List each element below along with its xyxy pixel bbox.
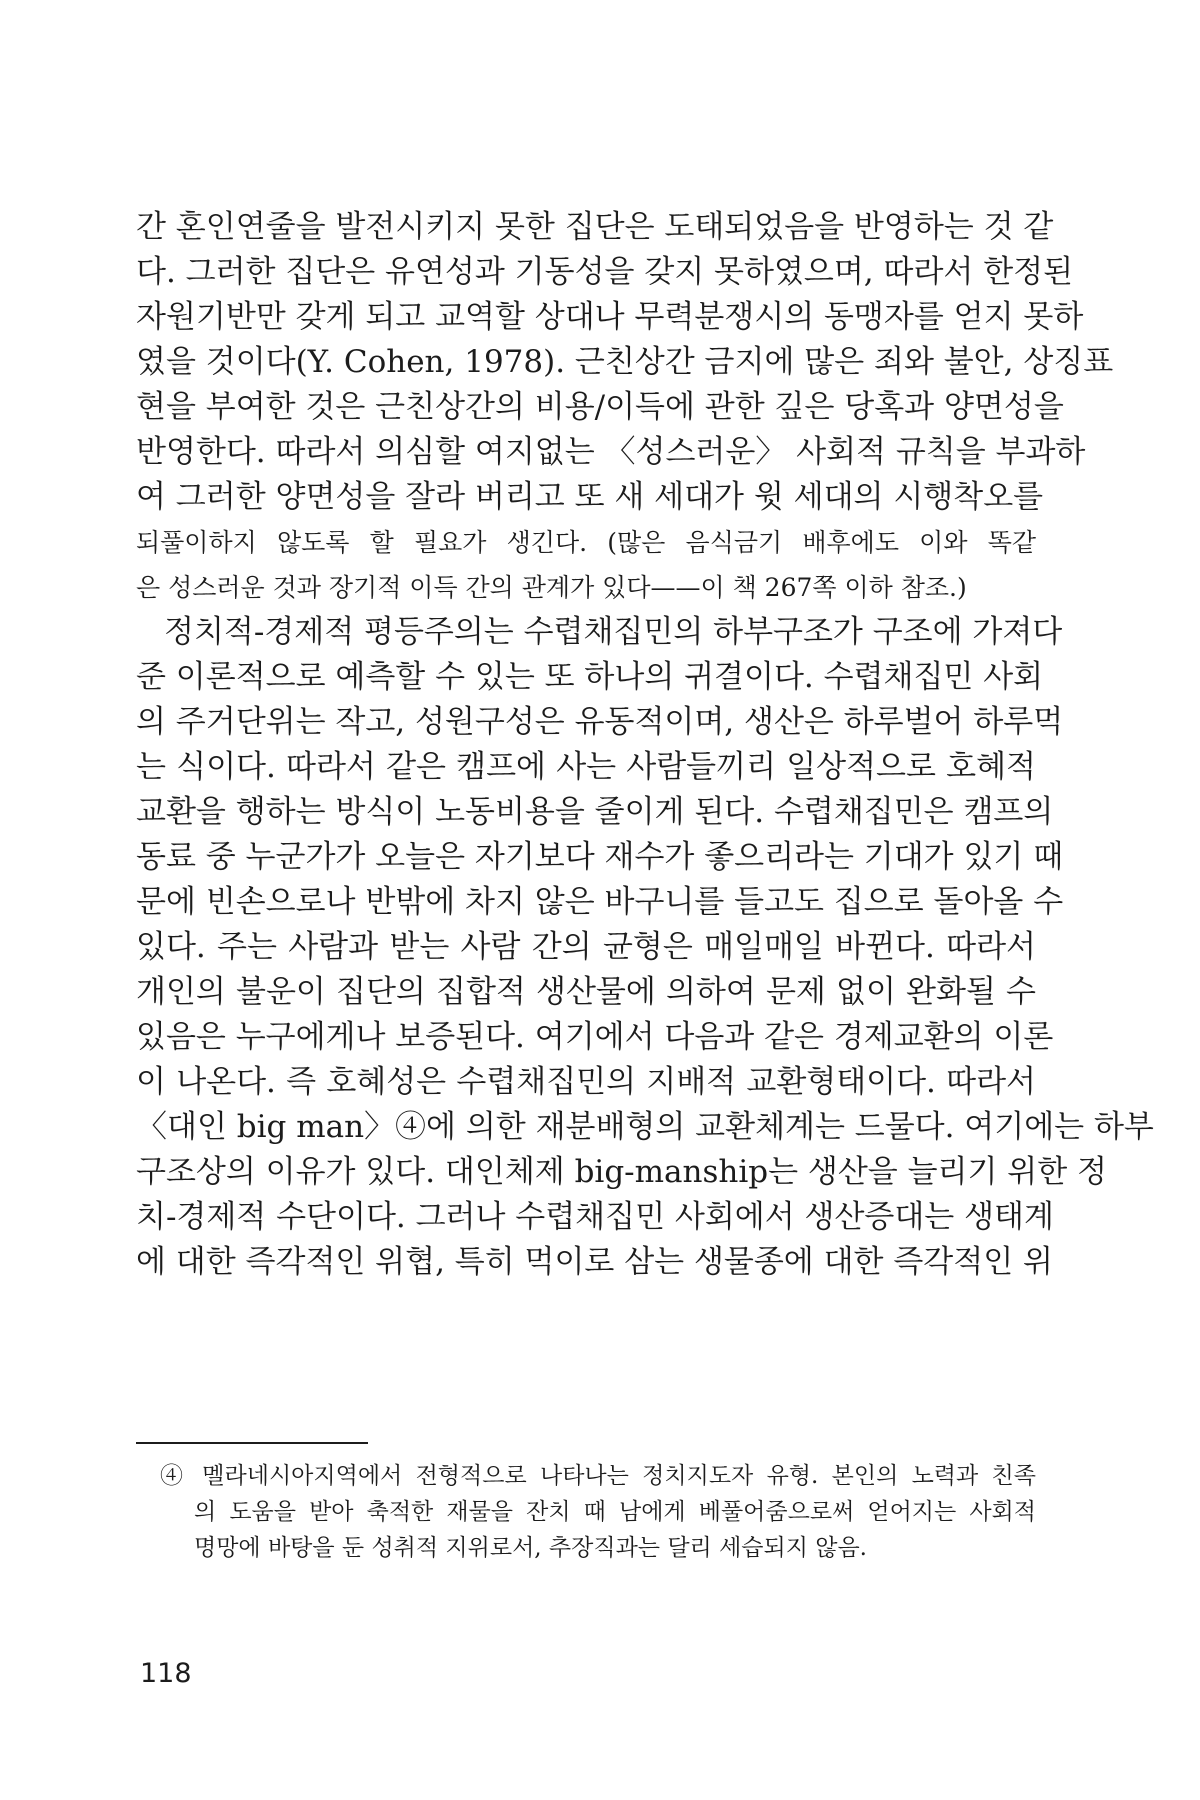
text-line: 교환을 행하는 방식이 노동비용을 줄이게 된다. 수렵채집민은 캠프의	[136, 794, 1054, 830]
footnote-line: 의 도움을 받아 축적한 재물을 잔치 때 남에게 베풀어줌으로써 얻어지는 사회적	[194, 1499, 1036, 1525]
text-line: 현을 부여한 것은 근친상간의 비용/이득에 관한 깊은 당혹과 양면성을	[136, 389, 1064, 425]
text-line: 동료 중 누군가가 오늘은 자기보다 재수가 좋으리라는 기대가 있기 때	[136, 839, 1064, 875]
text-line: 이 나온다. 즉 호혜성은 수렵채집민의 지배적 교환형태이다. 따라서	[136, 1064, 1036, 1100]
text-line: 자원기반만 갖게 되고 교역할 상대나 무력분쟁시의 동맹자를 얻지 못하	[136, 299, 1084, 335]
text-line: 반영한다. 따라서 의심할 여지없는 〈성스러운〉 사회적 규칙을 부과하	[136, 434, 1086, 470]
text-line: 준 이론적으로 예측할 수 있는 또 하나의 귀결이다. 수렵채집민 사회	[136, 659, 1044, 695]
text-line: 은 성스러운 것과 장기적 이득 간의 관계가 있다——이 책 267쪽 이하 참조.)	[136, 573, 967, 602]
text-line: 간 혼인연줄을 발전시키지 못한 집단은 도태되었음을 반영하는 것 같	[136, 209, 1054, 245]
text-line: 에 대한 즉각적인 위협, 특히 먹이로 삼는 생물종에 대한 즉각적인 위	[136, 1244, 1053, 1280]
text-line: 는 식이다. 따라서 같은 캠프에 사는 사람들끼리 일상적으로 호혜적	[136, 749, 1036, 785]
footnote	[160, 1458, 1036, 1566]
text-line: 다. 그러한 집단은 유연성과 기동성을 갖지 못하였으며, 따라서 한정된	[136, 254, 1074, 290]
text-line: 되풀이하지 않도록 할 필요가 생긴다. (많은 음식금기 배후에도 이와 똑같	[136, 528, 1036, 557]
footnote-line: 명망에 바탕을 둔 성취적 지위로서, 추장직과는 달리 세습되지 않음.	[194, 1535, 867, 1561]
text-line: 였을 것이다(Y. Cohen, 1978). 근친상간 금지에 많은 죄와 불안, 상징표	[136, 344, 1114, 380]
text-line: 여 그러한 양면성을 잘라 버리고 또 새 세대가 윗 세대의 시행착오를	[136, 479, 1044, 515]
text-line: 있다. 주는 사람과 받는 사람 간의 균형은 매일매일 바뀐다. 따라서	[136, 929, 1036, 965]
text-line: 정치적-경제적 평등주의는 수렵채집민의 하부구조가 구조에 가져다	[164, 614, 1063, 650]
text-line: 치-경제적 수단이다. 그러나 수렵채집민 사회에서 생산증대는 생태계	[136, 1199, 1054, 1235]
text-line: 개인의 불운이 집단의 집합적 생산물에 의하여 문제 없이 완화될 수	[136, 974, 1036, 1010]
body-text	[136, 205, 1154, 1285]
text-line: 〈대인 big man〉④에 의한 재분배형의 교환체계는 드물다. 여기에는 하부	[136, 1109, 1154, 1145]
footnote-divider	[136, 1442, 368, 1444]
text-line: 의 주거단위는 작고, 성원구성은 유동적이며, 생산은 하루벌어 하루먹	[136, 704, 1064, 740]
text-line: 구조상의 이유가 있다. 대인체제 big-manship는 생산을 늘리기 위한 정	[136, 1154, 1107, 1190]
text-line: 문에 빈손으로나 반밖에 차지 않은 바구니를 들고도 집으로 돌아올 수	[136, 884, 1064, 920]
text-line: 있음은 누구에게나 보증된다. 여기에서 다음과 같은 경제교환의 이론	[136, 1019, 1054, 1055]
page-number: 118	[140, 1658, 192, 1689]
footnote-line: ④ 멜라네시아지역에서 전형적으로 나타나는 정치지도자 유형. 본인의 노력과 친족	[160, 1463, 1036, 1489]
